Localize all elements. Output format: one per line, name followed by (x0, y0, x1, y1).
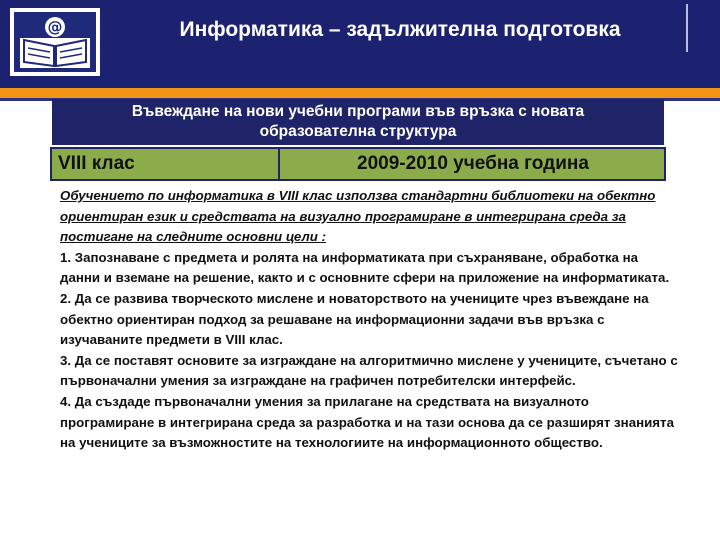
header-bar (0, 0, 720, 88)
grade-year-band (50, 147, 666, 181)
header-vertical-line (686, 4, 688, 52)
subtitle-line-1: Въвеждане на нови учебни програми във връзка с новата (131, 103, 585, 120)
goal-item-4: 4. Да създаде първоначални умения за прилагане на средствата на визуалното програмиране в интегрирана среда за разработка и на тази основа да се разширят знанията на учениците за възможностите на технологиите на информационното общество. (60, 393, 674, 451)
subtitle-line-2: образователна структура (259, 123, 457, 140)
school-year-label: 2009-2010 учебна година (357, 153, 589, 174)
subtitle-box (52, 99, 664, 145)
book-logo-icon (10, 8, 100, 76)
grade-label: VIII клас (52, 149, 280, 179)
header-accent-stripe (0, 88, 720, 98)
page-title: Информатика – задължителна подготовка (179, 18, 621, 41)
intro-paragraph: Обучението по информатика в VIII клас използва стандартни библиотеки на обектно ориентиран език и средствата на визуално програмиране в интегрирана среда за постигане на следните основни цели : (60, 188, 656, 245)
svg-text:@: @ (47, 18, 63, 36)
goals-text (60, 186, 678, 454)
goal-item-3: 3. Да се поставят основите за изграждане на алгоритмично мислене у учениците, съчетано с първоначални умения за изграждане на графичен потребителски интерфейс. (60, 352, 678, 389)
goal-item-2: 2. Да се развива творческото мислене и новаторството на учениците чрез въвеждане на обектно ориентиран подход за решаване на информационни задачи във връзка с изучаваните предмети в VIII клас. (60, 290, 649, 348)
goal-item-1: 1. Запознаване с предмета и ролята на информатиката при съхраняване, обработка на данни и вземане на решение, както и с основните сфери на приложение на информатиката. (60, 249, 670, 286)
